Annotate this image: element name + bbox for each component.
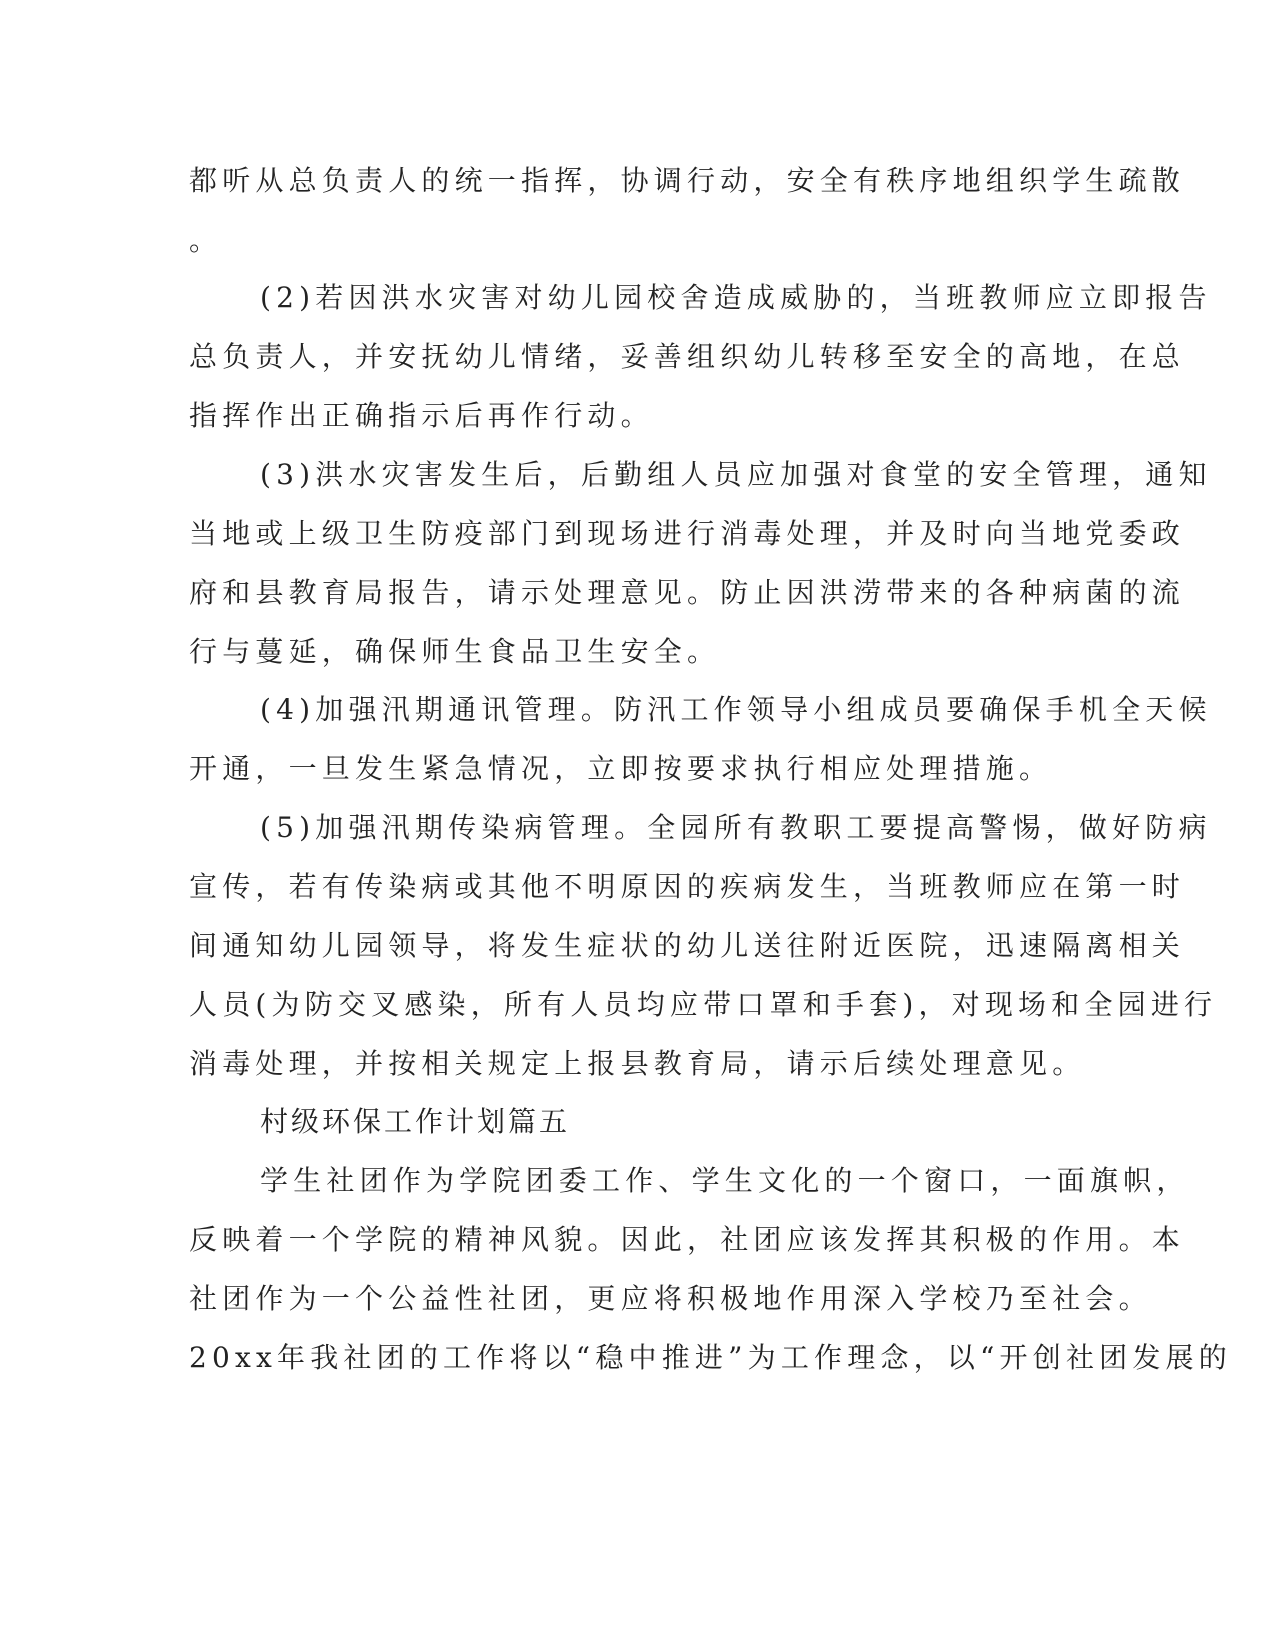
text-line: 行与蔓延，确保师生食品卫生安全。	[189, 635, 721, 668]
text-line: 人员(为防交叉感染，所有人员均应带口罩和手套)，对现场和全园进行	[189, 988, 1218, 1021]
text-line: 当地或上级卫生防疫部门到现场进行消毒处理，并及时向当地党委政	[189, 517, 1186, 550]
text-line: 总负责人，并安抚幼儿情绪，妥善组织幼儿转移至安全的高地，在总	[189, 340, 1186, 373]
paragraph-start: (4)加强汛期通讯管理。防汛工作领导小组成员要确保手机全天候	[260, 693, 1212, 726]
text-line: 指挥作出正确指示后再作行动。	[189, 399, 654, 432]
text-line: 反映着一个学院的精神风貌。因此，社团应该发挥其积极的作用。本	[189, 1223, 1186, 1256]
text-line: 府和县教育局报告，请示处理意见。防止因洪涝带来的各种病菌的流	[189, 576, 1186, 609]
text-line: 宣传，若有传染病或其他不明原因的疾病发生，当班教师应在第一时	[189, 870, 1186, 903]
paragraph-start: (5)加强汛期传染病管理。全园所有教职工要提高警惕，做好防病	[260, 811, 1212, 844]
text-line: 。	[189, 224, 223, 257]
paragraph-start: (2)若因洪水灾害对幼儿园校舍造成威胁的，当班教师应立即报告	[260, 281, 1212, 314]
text-line: 20xx年我社团的工作将以“稳中推进”为工作理念，以“开创社团发展的	[189, 1341, 1232, 1374]
paragraph-start: 学生社团作为学院团委工作、学生文化的一个窗口，一面旗帜，	[260, 1164, 1190, 1197]
text-line: 社团作为一个公益性社团，更应将积极地作用深入学校乃至社会。	[189, 1282, 1152, 1315]
text-line: 消毒处理，并按相关规定上报县教育局，请示后续处理意见。	[189, 1047, 1086, 1080]
paragraph-start: (3)洪水灾害发生后，后勤组人员应加强对食堂的安全管理，通知	[260, 458, 1212, 491]
section-heading: 村级环保工作计划篇五	[260, 1105, 571, 1138]
text-line: 都听从总负责人的统一指挥，协调行动，安全有秩序地组织学生疏散	[189, 164, 1186, 197]
text-line: 开通，一旦发生紧急情况，立即按要求执行相应处理措施。	[189, 752, 1053, 785]
text-line: 间通知幼儿园领导，将发生症状的幼儿送往附近医院，迅速隔离相关	[189, 929, 1186, 962]
